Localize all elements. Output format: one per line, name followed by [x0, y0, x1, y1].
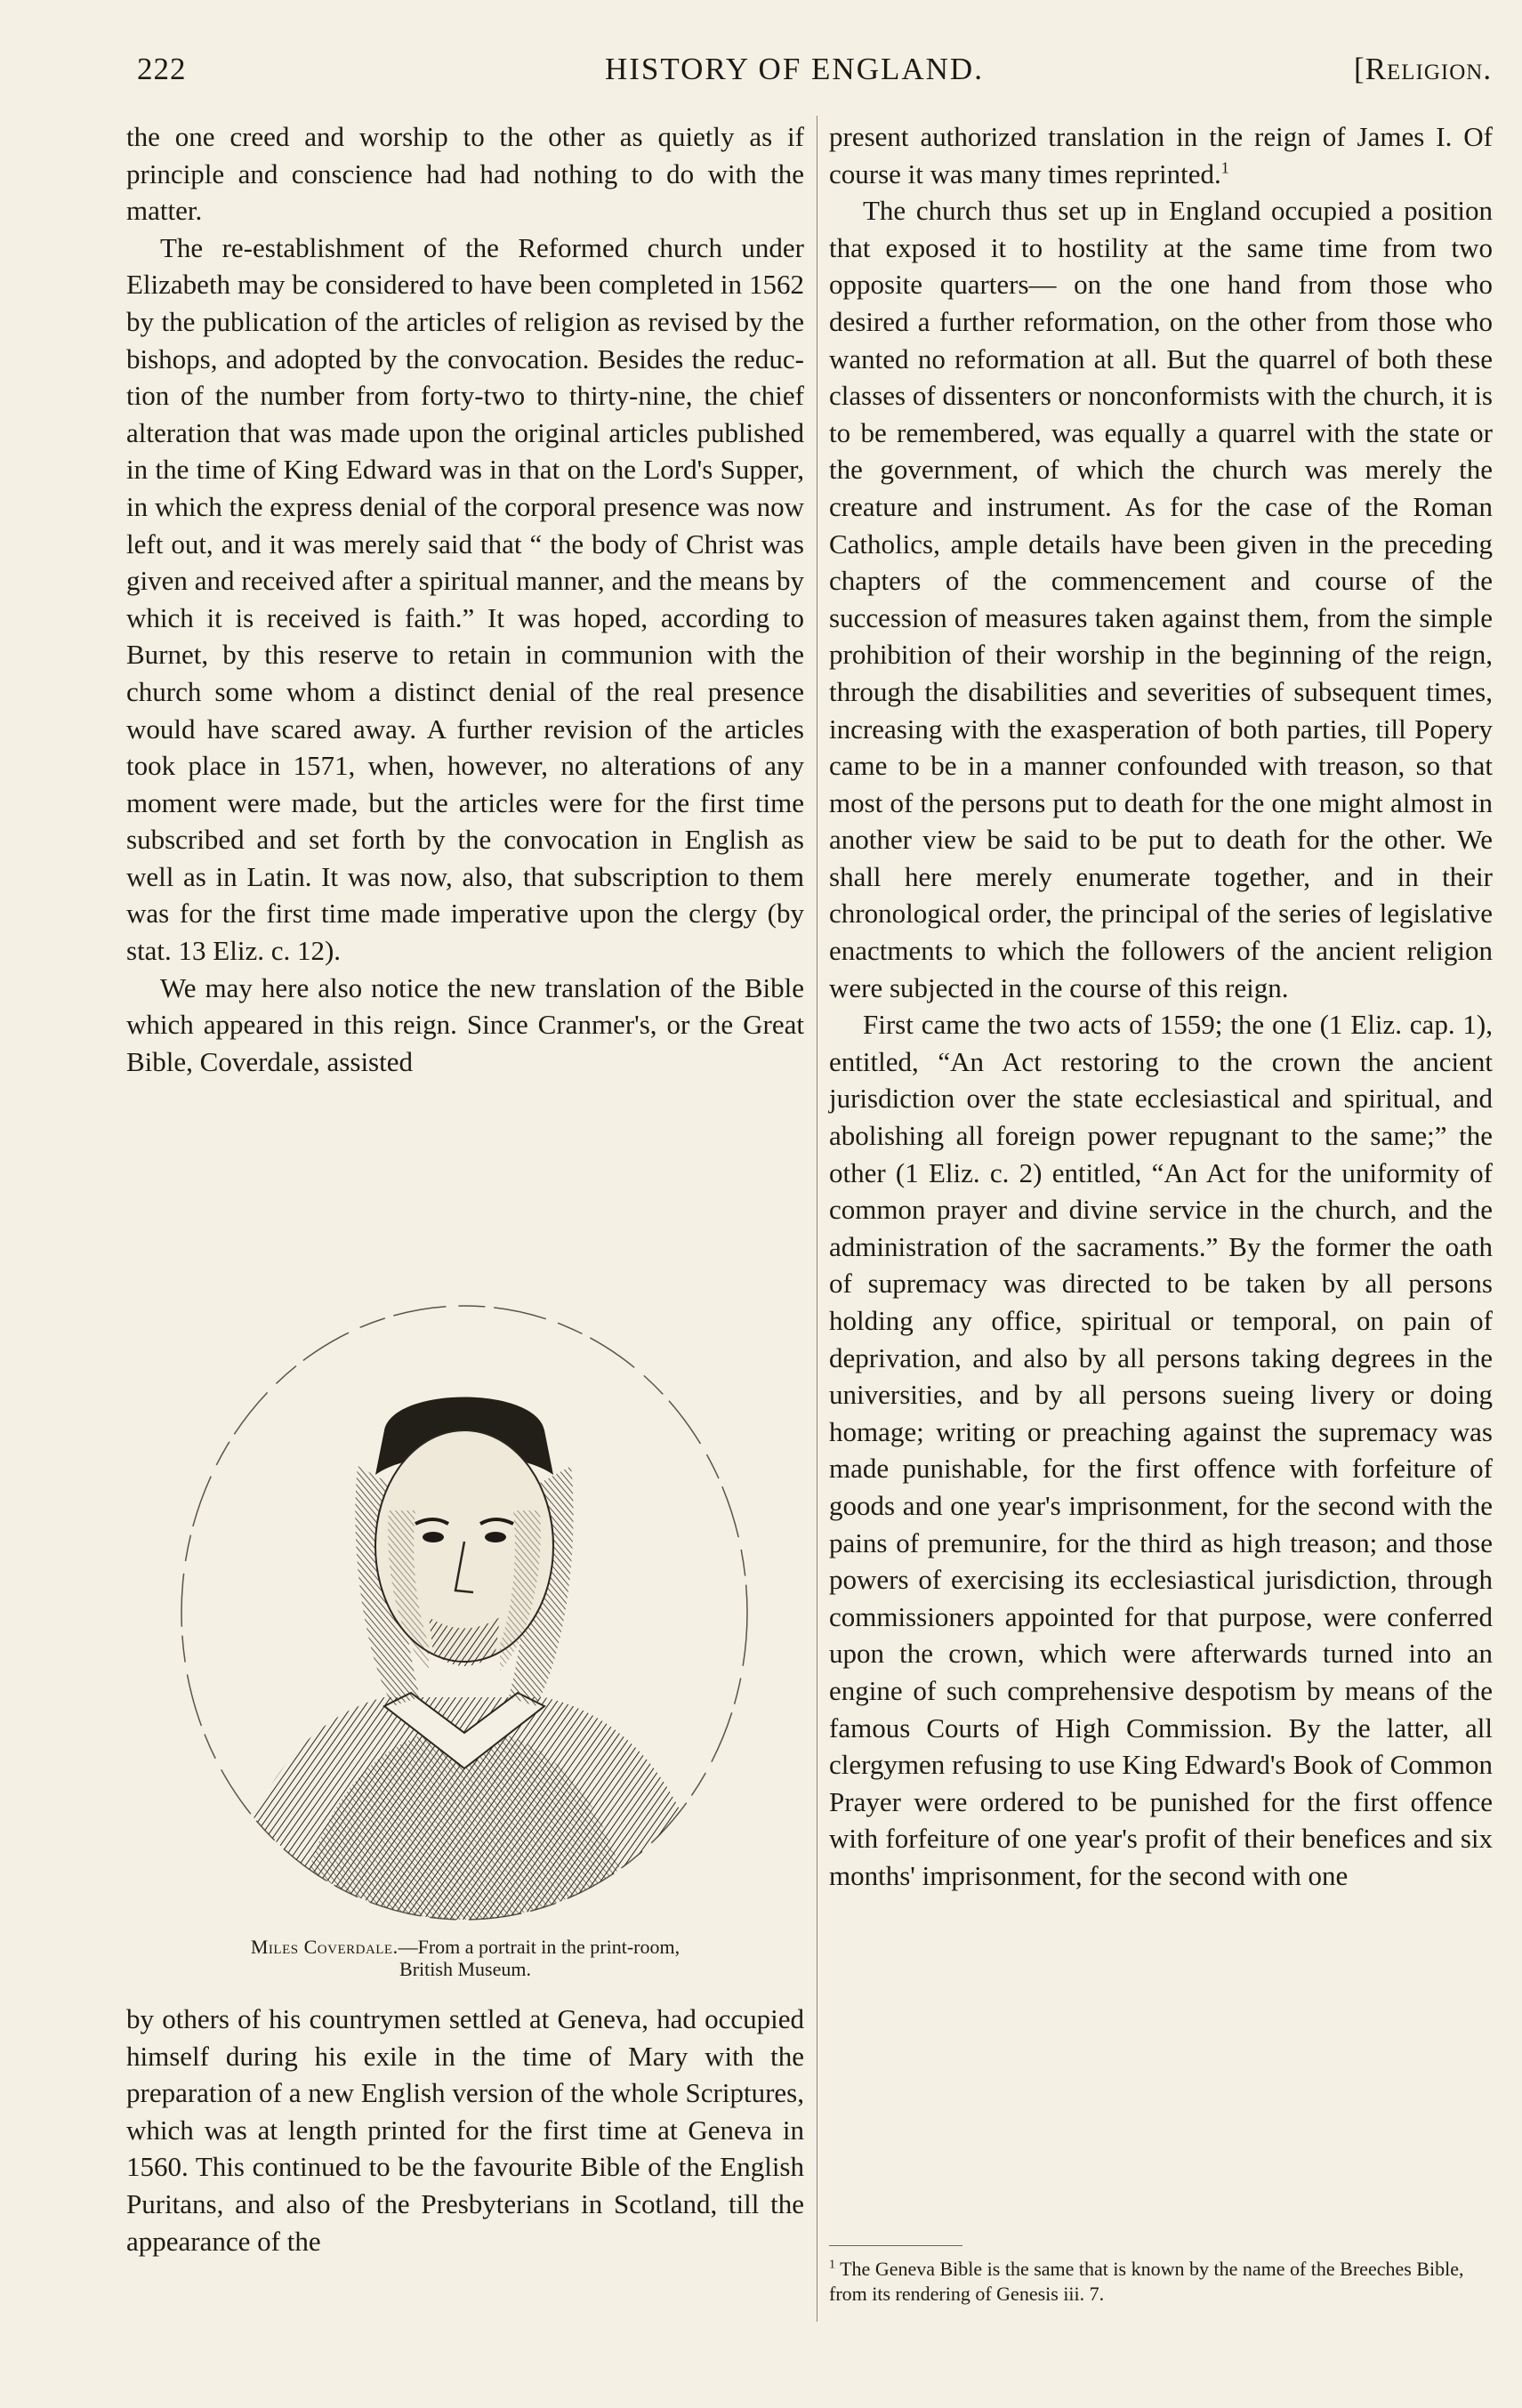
- footnote: [829, 2257, 1493, 2307]
- left-column-continued: [126, 2001, 804, 2259]
- page-title: HISTORY OF ENGLAND.: [605, 52, 984, 86]
- paragraph: The re-establishment of the Reformed church under Elizabeth may be considered to have been completed in 1562 by the publication of the articles of religion as revised by the bishops, and adopted by the convocation. Besides the reduction of the number from forty-two to thirty-nine, the chief alteration that was made upon the original articles published in the time of King Edward was in that on the Lord's Supper, in which the express denial of the corporal presence was now left out, and it was merely said that “ the body of Christ was given and received after a spiritual manner, and the means by which it is received is faith.” It was hoped, according to Burnet, by this reserve to retain in communion with the church some whom a distinct denial of the real presence would have scared away. A further revision of the articles took place in 1571, when, however, no alterations of any moment were made, but the articles were for the first time subscribed and set forth by the convocation in English as well as in Latin. It was now, also, that subscription to them was for the first time made imperative upon the clergy (by stat. 13 Eliz. c. 12).: [126, 231, 804, 967]
- paragraph: The church thus set up in England occupied a position that exposed it to hostility at the same time from two opposite quarters— on the one hand from those who desired a further reformation, on the other from those who wanted no reformation at all. But the quarrel of both these classes of dissenters or nonconformists with the church, it is to be remembered, was equally a quarrel with the state or the government, of which the church was merely the creature and instrument. As for the case of the Roman Catholics, ample details have been given in the preceding chapters of the commencement and course of the succession of measures taken against them, from the simple prohibition of their worship in the beginning of the reign, through the disabilities and severities of subsequent times, increasing with the exasperation of both parties, till Popery came to be in a manner confounded with treason, so that most of the persons put to death for the one might almost in another view be said to be put to death for the other. We shall here merely enumerate together, and in their chronological order, the principal of the series of legislative enactments to which the followers of the ancient religion were subjected in the course of this reign.: [829, 195, 1493, 1003]
- paragraph: First came the two acts of 1559; the one (1 Eliz. cap. 1), entitled, “An Act restoring to the crown the ancient jurisdiction over the state ecclesiastical and spiritual, and abolishing all foreign power repugnant to the same;” the other (1 Eliz. c. 2) entitled, “An Act for the uniformity of common prayer and divine service in the church, and the administration of the sacraments.” By the former the oath of supremacy was directed to be taken by all persons holding any office, spiritual or temporal, on pain of deprivation, and also by all persons taking degrees in the universities, and by all persons sueing livery or doing homage; writing or preaching against the supremacy was made punishable, for the first offence with forfeiture of goods and one year's imprisonment, for the second with the pains of premunire, for the third as high treason; and those powers of exercising its ecclesiastical jurisdiction, through commissioners appointed for that purpose, were conferred upon the crown, which were afterwards turned into an engine of such comprehensive despotism by means of the famous Courts of High Commission. By the latter, all clergymen refusing to use King Edward's Book of Common Prayer were ordered to be punished for the first offence with forfeiture of one year's profit of their benefices and six months' imprisonment, for the second with one: [829, 1009, 1493, 1891]
- caption-text: —From a portrait in the print-room,: [398, 1936, 680, 1958]
- footnote-rule: [829, 2245, 962, 2246]
- figure-caption: [126, 1936, 804, 1980]
- caption-line-2: British Museum.: [399, 1958, 531, 1980]
- caption-name: Miles Coverdale.: [250, 1936, 399, 1958]
- paragraph: We may here also notice the new translation of the Bible which appeared in this reign. Since Cranmer's, or the Great Bible, Coverdale, assisted: [126, 971, 804, 1077]
- page-number: 222: [137, 52, 187, 86]
- paragraph: the one creed and worship to the other as quietly as if principle and conscience had had nothing to do with the matter.: [126, 121, 804, 227]
- footnote-marker: 1: [829, 2258, 835, 2272]
- portrait-illustration: [126, 1288, 804, 1973]
- footnote-reference: 1: [1220, 158, 1229, 177]
- left-column: [126, 118, 804, 1080]
- right-column: [829, 118, 1493, 1895]
- running-header: [133, 52, 1521, 96]
- paragraph: [829, 118, 1493, 192]
- footnote-text: The Geneva Bible is the same that is known by the name of the Breeches Bible, from its rendering of Genesis iii. 7.: [829, 2258, 1464, 2305]
- paragraph: by others of his countrymen settled at Geneva, had occupied himself during his exile in the time of Mary with the preparation of a new English version of the whole Scriptures, which was at length printed for the first time at Geneva in 1560. This continued to be the favourite Bible of the English Puritans, and also of the Presbyterians in Scotland, till the appearance of the: [126, 2003, 804, 2257]
- paragraph-text: present authorized translation in the reign of James I. Of course it was many times reprinted.: [829, 121, 1493, 189]
- section-heading: [Religion.: [1354, 52, 1493, 86]
- portrait-engraving: [162, 1288, 767, 1929]
